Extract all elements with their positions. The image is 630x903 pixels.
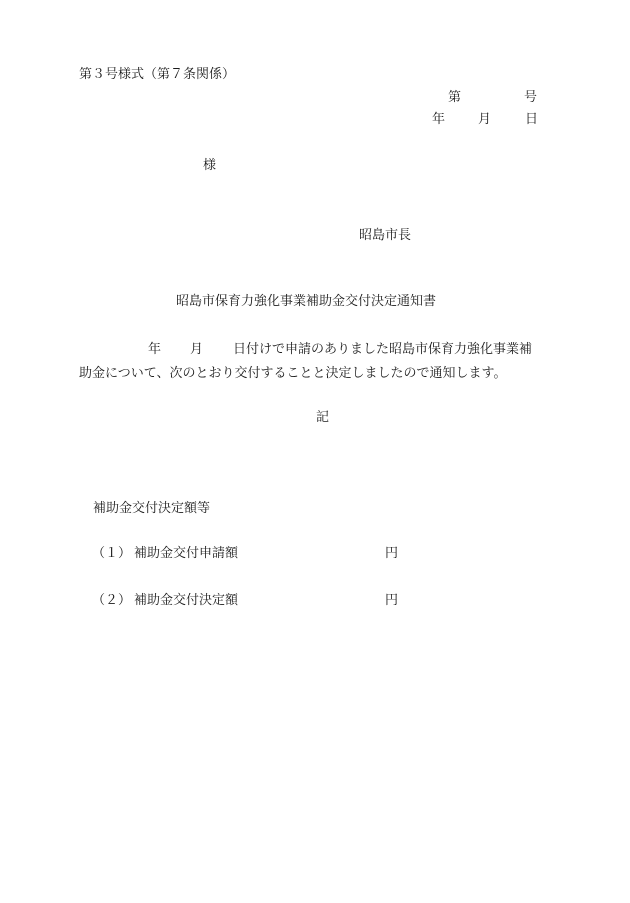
item-number: （２） [92,593,132,608]
document-title: 昭島市保育力強化事業補助金交付決定通知書 [176,294,437,309]
recipient-honorific: 様 [203,158,217,173]
body-year-label: 年 [148,342,162,357]
body-line2-text: 助金について、次のとおり交付することと決定しましたので通知します。 [79,366,507,381]
document-number-suffix: 号 [524,90,538,105]
ki-heading: 記 [316,410,330,425]
date-year-label: 年 [432,112,446,127]
item-number: （１） [92,546,132,561]
date-month-label: 月 [478,112,492,127]
date-day-label: 日 [525,112,539,127]
body-line1-text: 日付けで申請のありました昭島市保育力強化事業補 [233,342,533,357]
item-label: 補助金交付決定額 [134,593,239,608]
issuer-name: 昭島市長 [359,228,412,243]
form-number: 第３号様式（第７条関係） [79,67,236,82]
document-number-prefix: 第 [448,90,462,105]
item-unit: 円 [385,593,399,608]
section-heading: 補助金交付決定額等 [93,501,211,516]
body-month-label: 月 [190,342,204,357]
item-unit: 円 [385,546,399,561]
item-label: 補助金交付申請額 [134,546,239,561]
